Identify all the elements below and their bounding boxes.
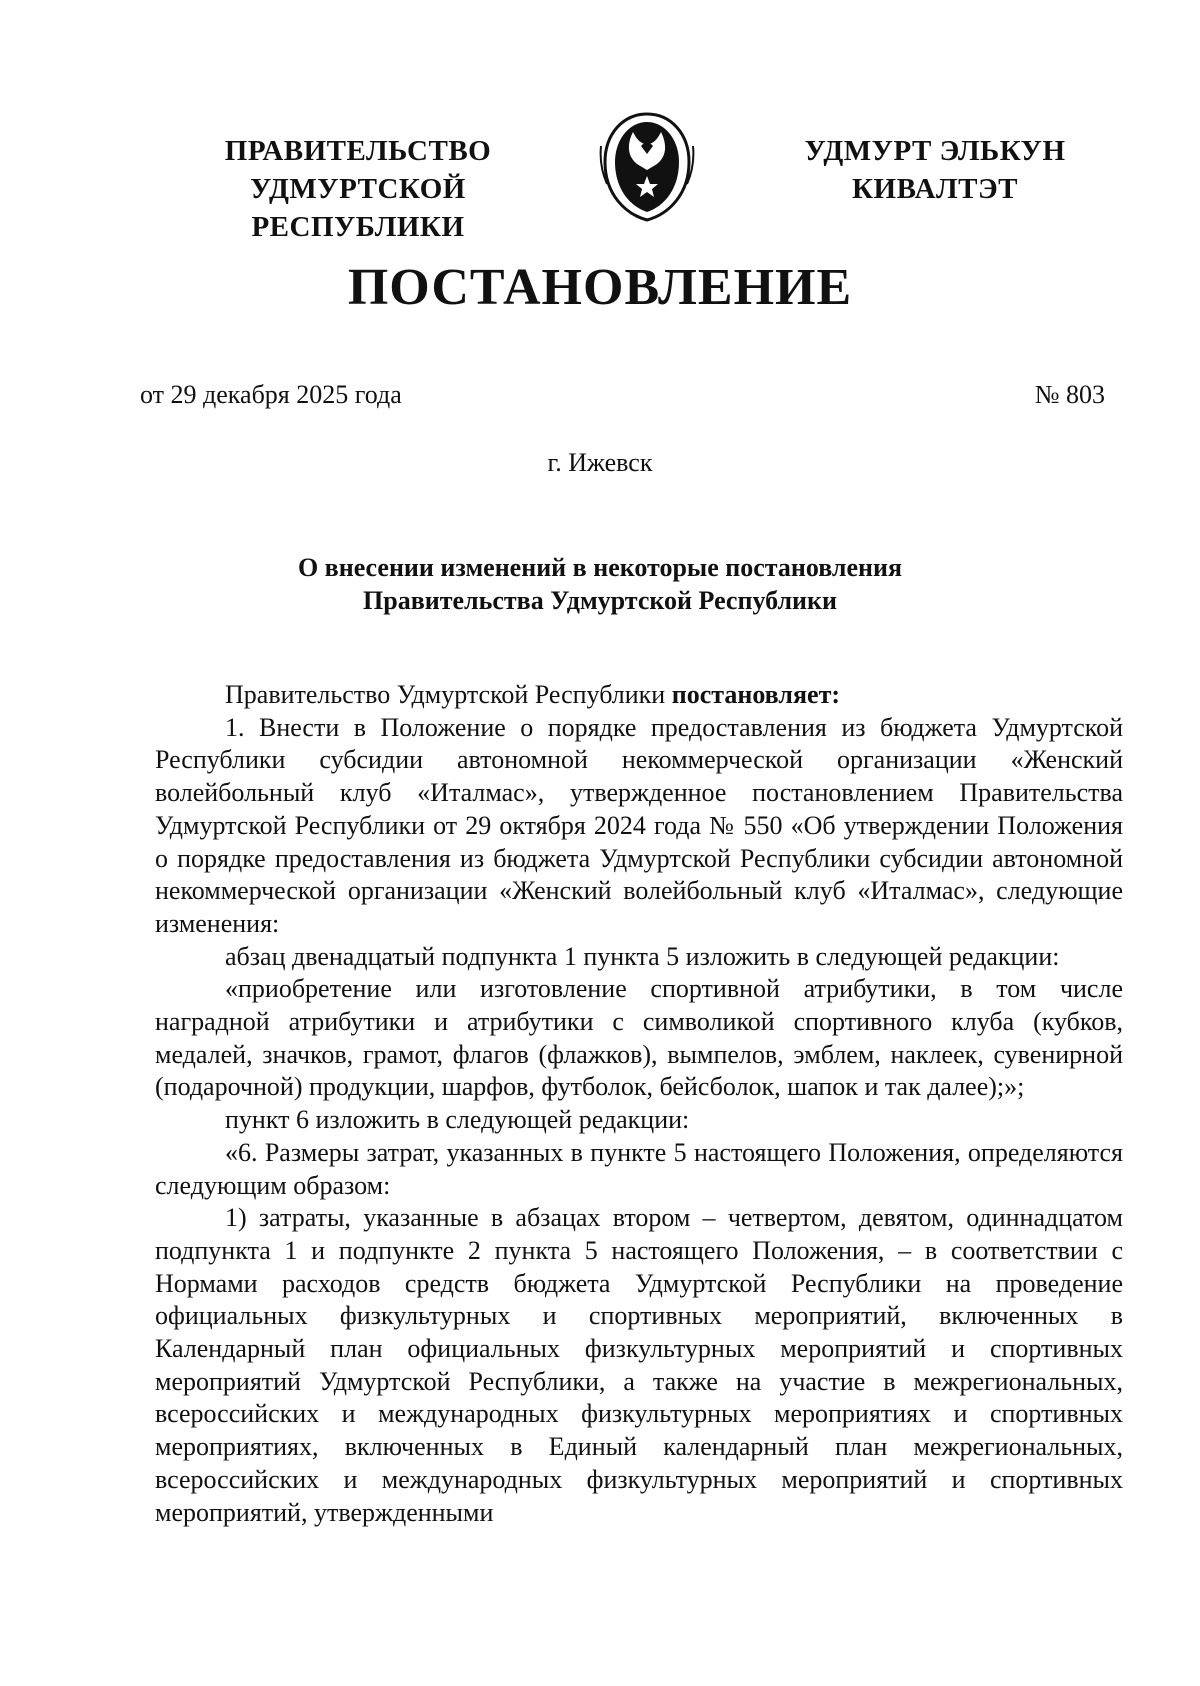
body-paragraph: абзац двенадцатый подпункта 1 пункта 5 изложить в следующей редакции:: [225, 941, 1060, 971]
body-paragraph: 1. Внести в Положение о порядке предоставления из бюджета Удмуртской Республики субсидии автономной некоммерческой организации «Женский волейбольный клуб «Италмас», утвержденное постановлением Правительства Удмуртской Республики от 29 октября 2024 года № 550 «Об утверждении Положения о порядке предоставления из бюджета Удмуртской Республики субсидии автономной некоммерческой организации «Женский волейбольный клуб «Италмас», следующие изменения:: [155, 712, 1123, 938]
body-paragraph: 1) затраты, указанные в абзацах втором – четвертом, девятом, одиннадцатом подпункта 1 и подпункте 2 пункта 5 настоящего Положения, – в соответствии с Нормами расходов средств бюджета Удмуртской Республики на проведение официальных физкультурных и спортивных мероприятий, включенных в Календарный план официальных физкультурных мероприятий и спортивных мероприятий Удмуртской Республики, а также на участие в межрегиональных, всероссийских и международных физкультурных мероприятиях и спортивных мероприятиях, включенных в Единый календарный план межрегиональных, всероссийских и международных физкультурных мероприятий и спортивных мероприятий, утвержденными: [155, 1203, 1123, 1527]
body-paragraph: «6. Размеры затрат, указанных в пункте 5 настоящего Положения, определяются следующим образом:: [155, 1137, 1123, 1200]
government-name-line2: УДМУРТСКОЙ РЕСПУБЛИКИ: [250, 173, 466, 243]
body-intro: [155, 679, 1123, 712]
government-name-udmurt-line1: УДМУРТ ЭЛЬКУН: [804, 135, 1066, 167]
document-city: г. Ижевск: [547, 448, 653, 477]
document-number: № 803: [1034, 380, 1105, 409]
government-name-udmurt-line2: КИВАЛТЭТ: [851, 173, 1018, 205]
government-name-line1: ПРАВИТЕЛЬСТВО: [224, 135, 492, 167]
document-date: от 29 декабря 2025 года: [140, 380, 402, 409]
body-paragraph: пункт 6 изложить в следующей редакции:: [225, 1105, 690, 1135]
document-title: [0, 551, 1200, 617]
coat-of-arms-icon: [597, 110, 697, 222]
document-title-line2: Правительства Удмуртской Республики: [363, 586, 837, 615]
body-intro-verb: постановляет:: [671, 680, 840, 709]
body-paragraph: «приобретение или изготовление спортивной атрибутики, в том числе наградной атрибутики и атрибутики с символикой спортивного клуба (кубков, медалей, значков, грамот, флагов (флажков), вымпелов, эмблем, наклеек, сувенирной (подарочной) продукции, шарфов, футболок, бейсболок, шапок и так далее);»;: [155, 974, 1123, 1102]
body-intro-text: Правительство Удмуртской Республики: [225, 680, 672, 709]
document-body: [155, 679, 1123, 1529]
document-title-line1: О внесении изменений в некоторые постановления: [297, 553, 903, 582]
government-name-russian: [148, 132, 568, 246]
government-name-udmurt: [780, 132, 1090, 208]
document-type-heading: ПОСТАНОВЛЕНИЕ: [347, 259, 853, 316]
